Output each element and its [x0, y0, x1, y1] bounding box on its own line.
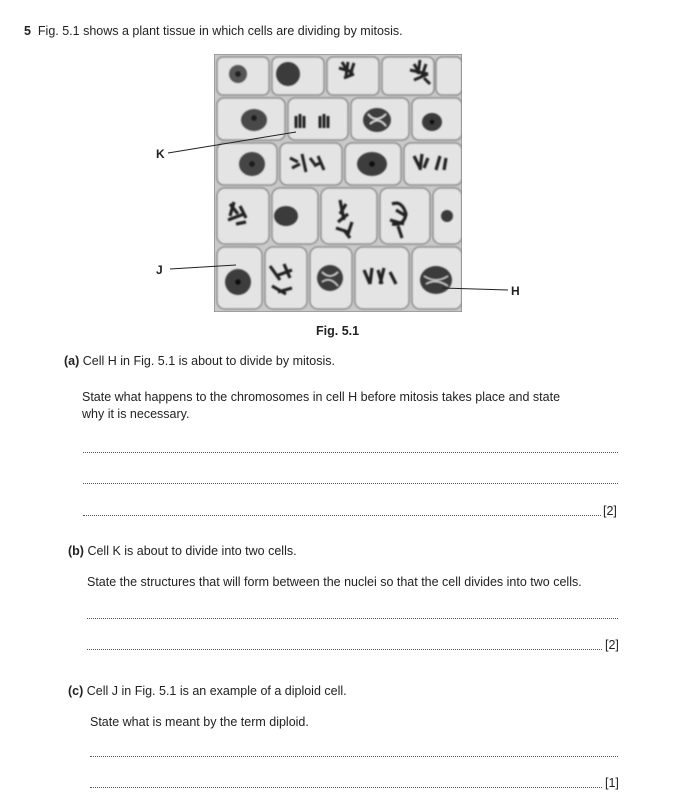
part-b-stem: (b) Cell K is about to divide into two cells.	[68, 544, 297, 558]
answer-line-a2[interactable]	[83, 483, 618, 484]
answer-line-b2[interactable]	[87, 649, 602, 650]
part-b-letter: (b)	[68, 544, 84, 558]
h-leader-line	[442, 288, 508, 290]
answer-line-b1[interactable]	[87, 618, 618, 619]
part-c-marks: [1]	[605, 776, 619, 790]
part-c-prompt-line1: State what is meant by the term diploid.	[90, 715, 309, 729]
part-c-letter: (c)	[68, 684, 84, 698]
part-b-prompt-line1: State the structures that will form between the nuclei so that the cell divides into two cells.	[87, 575, 582, 589]
j-leader-line	[170, 265, 236, 269]
answer-line-c1[interactable]	[90, 756, 618, 757]
answer-line-c2[interactable]	[90, 787, 602, 788]
part-a-letter: (a)	[64, 354, 80, 368]
answer-line-a1[interactable]	[83, 452, 618, 453]
figure-caption: Fig. 5.1	[316, 324, 360, 338]
part-c-stem: (c) Cell J in Fig. 5.1 is an example of a diploid cell.	[68, 684, 347, 698]
label-lines	[150, 120, 530, 300]
label-h: H	[511, 284, 520, 298]
part-a-stem: (a) Cell H in Fig. 5.1 is about to divide by mitosis.	[64, 354, 335, 368]
question-intro: Fig. 5.1 shows a plant tissue in which cells are dividing by mitosis.	[37, 24, 403, 38]
question-number: 5	[24, 24, 31, 38]
part-a-marks: [2]	[603, 504, 617, 518]
question-header	[24, 24, 403, 38]
label-j: J	[156, 263, 163, 277]
part-b-marks: [2]	[605, 638, 619, 652]
answer-line-a3[interactable]	[83, 515, 601, 516]
label-k: K	[156, 147, 165, 161]
part-a-prompt-line2: why it is necessary.	[82, 407, 190, 421]
part-a-prompt-line1: State what happens to the chromosomes in cell H before mitosis takes place and state	[82, 390, 561, 404]
k-leader-line	[168, 132, 296, 153]
